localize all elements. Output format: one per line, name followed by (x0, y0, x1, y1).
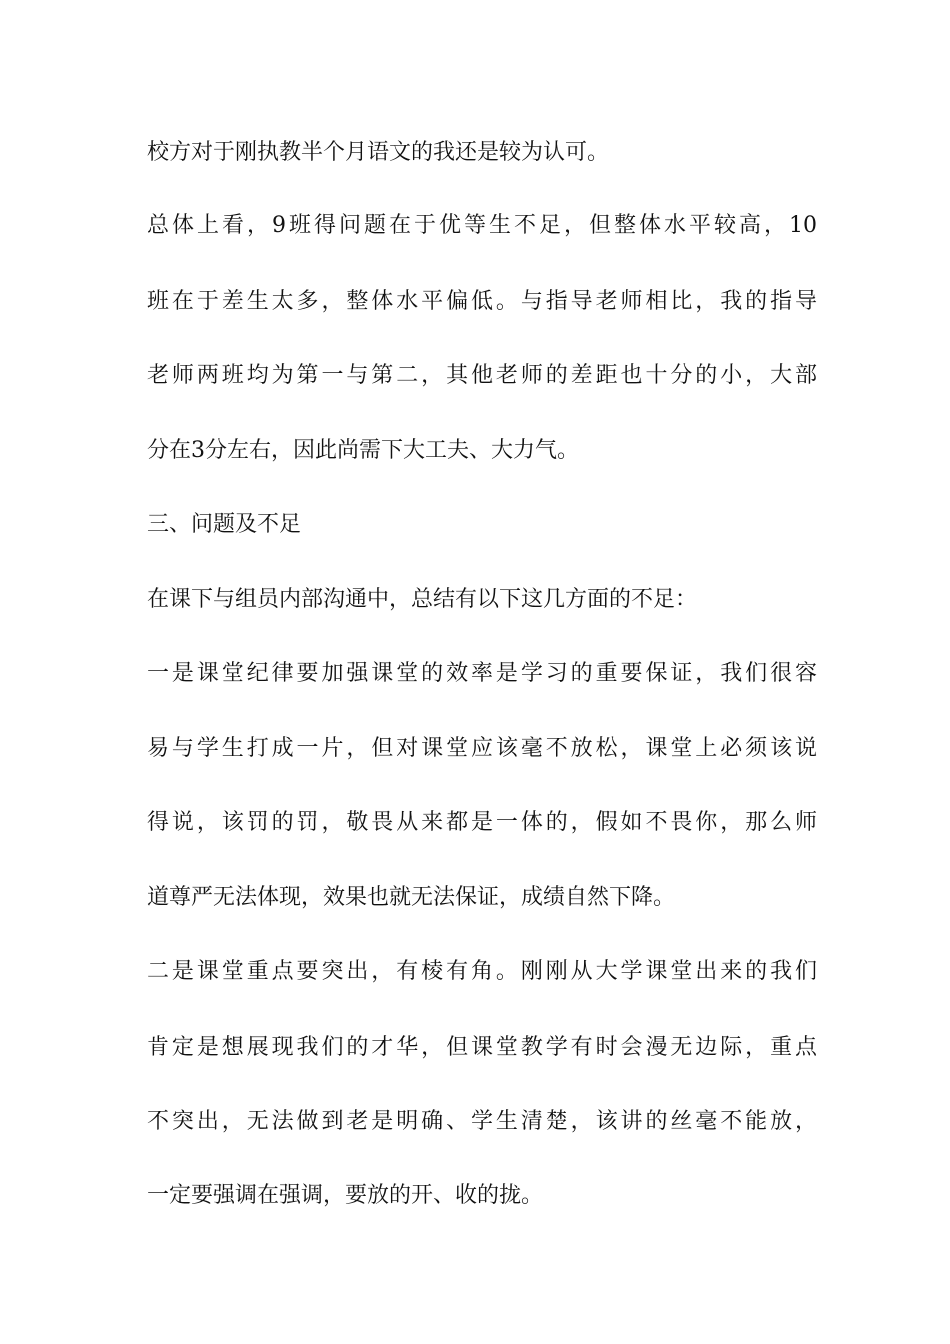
text-line: 易与学生打成一片，但对课堂应该毫不放松，课堂上必须该说 (147, 736, 817, 761)
text-line: 老师两班均为第一与第二，其他老师的差距也十分的小，大部 (147, 363, 817, 388)
section-heading: 三、问题及不足 (147, 512, 302, 537)
text-line: 道尊严无法体现，效果也就无法保证，成绩自然下降。 (147, 885, 676, 910)
text-line: 肯定是想展现我们的才华，但课堂教学有时会漫无边际，重点 (147, 1035, 817, 1060)
text-line: 在课下与组员内部沟通中，总结有以下这几方面的不足： (147, 587, 698, 612)
text-line: 校方对于刚执教半个月语文的我还是较为认可。 (147, 140, 610, 165)
text-line: 得说，该罚的罚，敬畏从来都是一体的，假如不畏你，那么师 (147, 810, 817, 835)
text-line: 一是课堂纪律要加强课堂的效率是学习的重要保证，我们很容 (147, 661, 817, 686)
text-line: 不突出，无法做到老是明确、学生清楚，该讲的丝毫不能放， (147, 1109, 817, 1134)
text-line: 一定要强调在强调，要放的开、收的拢。 (147, 1183, 544, 1208)
text-line: 总体上看，9班得问题在于优等生不足，但整体水平较高，10 (147, 213, 817, 238)
text-line: 班在于差生太多，整体水平偏低。与指导老师相比，我的指导 (147, 289, 817, 314)
text-line: 二是课堂重点要突出，有棱有角。刚刚从大学课堂出来的我们 (147, 959, 817, 984)
text-line: 分在3分左右，因此尚需下大工夫、大力气。 (147, 438, 579, 463)
